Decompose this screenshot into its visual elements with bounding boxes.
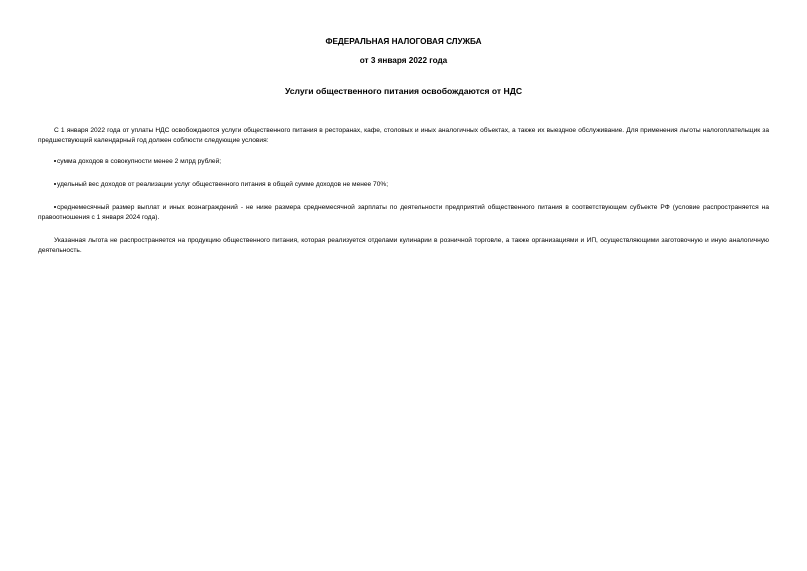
agency-heading: ФЕДЕРАЛЬНАЯ НАЛОГОВАЯ СЛУЖБА [325, 37, 482, 46]
condition-item [38, 180, 769, 190]
document-title: Услуги общественного питания освобождаются от НДС [284, 86, 523, 96]
condition-item [38, 203, 769, 223]
closing-paragraph: Указанная льгота не распространяется на продукцию общественного питания, которая реализуется отделами кулинарии в розничной торговле, а также организациями и ИП, осуществляющими заготовочную и иную аналогичную деятельность. [38, 237, 769, 254]
condition-text: сумма доходов в совокупности менее 2 млрд рублей; [57, 158, 222, 165]
bullet-icon [54, 183, 56, 185]
condition-text: удельный вес доходов от реализации услуг общественного питания в общей сумме доходов не менее 70%; [57, 181, 389, 188]
bullet-icon [54, 160, 56, 162]
condition-text: среднемесячный размер выплат и иных вознаграждений - не ниже размера среднемесячной зарплаты по деятельности предприятий общественного питания в соответствующем субъекте РФ (условие распространяется на правоотношения с 1 января 2024 года). [38, 204, 769, 221]
condition-item [38, 157, 769, 167]
document-date: от 3 января 2022 года [359, 56, 448, 65]
document-body [38, 126, 769, 256]
intro-paragraph: С 1 января 2022 года от уплаты НДС освобождаются услуги общественного питания в ресторанах, кафе, столовых и иных аналогичных объектах, а также их выездное обслуживание. Для применения льготы налогоплательщик за предшествующий календарный год должен соблюсти следующие условия: [38, 127, 769, 144]
bullet-icon [54, 206, 56, 208]
